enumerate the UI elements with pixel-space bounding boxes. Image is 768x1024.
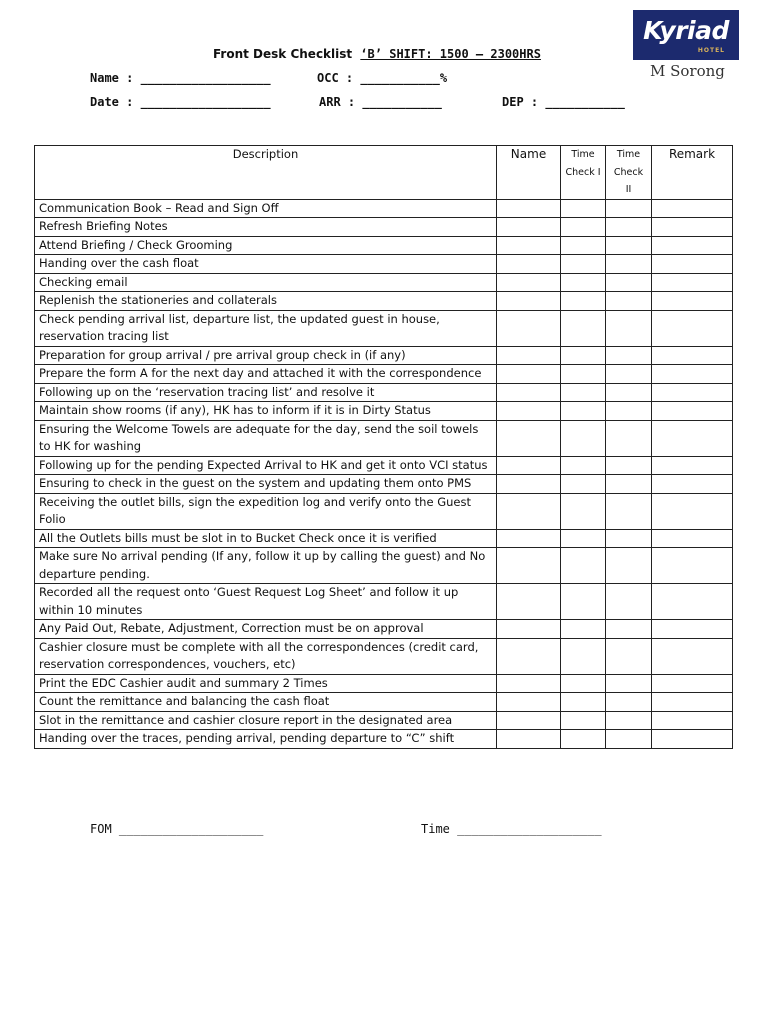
time-check-2-cell[interactable] <box>606 365 652 384</box>
remark-cell[interactable] <box>652 292 733 311</box>
time-check-1-cell[interactable] <box>561 420 606 456</box>
name-cell[interactable] <box>497 475 561 494</box>
time-check-2-cell[interactable] <box>606 456 652 475</box>
time-check-1-cell[interactable] <box>561 548 606 584</box>
row-description: Handing over the traces, pending arrival, pending departure to “C” shift <box>35 730 497 749</box>
table-row <box>35 292 733 311</box>
row-description: Replenish the stationeries and collaterals <box>35 292 497 311</box>
row-description: Print the EDC Cashier audit and summary 2 Times <box>35 674 497 693</box>
kyriad-logo <box>633 10 739 60</box>
time-check-2-cell[interactable] <box>606 255 652 274</box>
time-check-2-cell[interactable] <box>606 199 652 218</box>
remark-cell[interactable] <box>652 711 733 730</box>
name-cell[interactable] <box>497 383 561 402</box>
time-check-1-cell[interactable] <box>561 620 606 639</box>
name-cell[interactable] <box>497 493 561 529</box>
name-cell[interactable] <box>497 199 561 218</box>
time-check-1-cell[interactable] <box>561 218 606 237</box>
time-check-1-cell[interactable] <box>561 493 606 529</box>
row-description: Slot in the remittance and cashier closure report in the designated area <box>35 711 497 730</box>
time-check-2-cell[interactable] <box>606 674 652 693</box>
table-row <box>35 475 733 494</box>
remark-cell[interactable] <box>652 456 733 475</box>
logo-city: M Sorong <box>650 62 725 80</box>
fom-signature-line: FOM ____________________ <box>90 822 264 836</box>
row-description: Maintain show rooms (if any), HK has to inform if it is in Dirty Status <box>35 402 497 421</box>
table-row <box>35 730 733 749</box>
table-row <box>35 548 733 584</box>
occ-field: OCC : ___________% <box>317 71 448 85</box>
remark-cell[interactable] <box>652 674 733 693</box>
table-row <box>35 584 733 620</box>
table-row <box>35 693 733 712</box>
time-check-2-cell[interactable] <box>606 584 652 620</box>
table-row <box>35 674 733 693</box>
row-description: Attend Briefing / Check Grooming <box>35 236 497 255</box>
time-check-1-cell[interactable] <box>561 365 606 384</box>
remark-cell[interactable] <box>652 310 733 346</box>
time-check-1-cell[interactable] <box>561 730 606 749</box>
table-row <box>35 529 733 548</box>
table-row <box>35 420 733 456</box>
remark-cell[interactable] <box>652 199 733 218</box>
remark-cell[interactable] <box>652 638 733 674</box>
name-cell[interactable] <box>497 420 561 456</box>
time-check-2-cell[interactable] <box>606 475 652 494</box>
header-remark: Remark <box>652 146 733 200</box>
checklist-title <box>213 47 541 61</box>
time-check-2-cell[interactable] <box>606 420 652 456</box>
table-row <box>35 493 733 529</box>
remark-cell[interactable] <box>652 346 733 365</box>
remark-cell[interactable] <box>652 383 733 402</box>
name-cell[interactable] <box>497 273 561 292</box>
arr-field: ARR : ___________ <box>319 95 442 109</box>
checklist-table <box>34 145 733 749</box>
remark-cell[interactable] <box>652 548 733 584</box>
row-description: Prepare the form A for the next day and attached it with the correspondence <box>35 365 497 384</box>
time-check-2-cell[interactable] <box>606 548 652 584</box>
table-row <box>35 255 733 274</box>
row-description: Refresh Briefing Notes <box>35 218 497 237</box>
row-description: All the Outlets bills must be slot in to Bucket Check once it is verified <box>35 529 497 548</box>
row-description: Check pending arrival list, departure list, the updated guest in house, reservation tracing list <box>35 310 497 346</box>
name-cell[interactable] <box>497 584 561 620</box>
row-description: Handing over the cash float <box>35 255 497 274</box>
time-check-2-cell[interactable] <box>606 711 652 730</box>
name-cell[interactable] <box>497 674 561 693</box>
name-cell[interactable] <box>497 730 561 749</box>
time-check-1-cell[interactable] <box>561 255 606 274</box>
name-cell[interactable] <box>497 456 561 475</box>
time-check-1-cell[interactable] <box>561 236 606 255</box>
time-check-1-cell[interactable] <box>561 310 606 346</box>
table-row <box>35 346 733 365</box>
row-description: Following up for the pending Expected Arrival to HK and get it onto VCI status <box>35 456 497 475</box>
logo-hotel-text: HOTEL <box>697 47 725 54</box>
remark-cell[interactable] <box>652 402 733 421</box>
time-check-2-cell[interactable] <box>606 529 652 548</box>
row-description: Checking email <box>35 273 497 292</box>
table-row <box>35 383 733 402</box>
row-description: Communication Book – Read and Sign Off <box>35 199 497 218</box>
time-check-1-cell[interactable] <box>561 273 606 292</box>
name-cell[interactable] <box>497 402 561 421</box>
time-check-1-cell[interactable] <box>561 402 606 421</box>
time-check-1-cell[interactable] <box>561 475 606 494</box>
time-check-2-cell[interactable] <box>606 292 652 311</box>
row-description: Following up on the ‘reservation tracing list’ and resolve it <box>35 383 497 402</box>
table-row <box>35 402 733 421</box>
name-cell[interactable] <box>497 529 561 548</box>
remark-cell[interactable] <box>652 620 733 639</box>
remark-cell[interactable] <box>652 730 733 749</box>
remark-cell[interactable] <box>652 475 733 494</box>
header-time-check-2: Time Check II <box>606 146 652 200</box>
time-check-2-cell[interactable] <box>606 273 652 292</box>
time-signature-line: Time ____________________ <box>421 822 602 836</box>
title-prefix: Front Desk Checklist <box>213 47 353 61</box>
row-description: Cashier closure must be complete with all the correspondences (credit card, reservation correspondences, vouchers, etc) <box>35 638 497 674</box>
time-check-2-cell[interactable] <box>606 218 652 237</box>
name-cell[interactable] <box>497 292 561 311</box>
row-description: Any Paid Out, Rebate, Adjustment, Correction must be on approval <box>35 620 497 639</box>
remark-cell[interactable] <box>652 218 733 237</box>
table-row <box>35 236 733 255</box>
name-cell[interactable] <box>497 638 561 674</box>
time-check-2-cell[interactable] <box>606 402 652 421</box>
time-check-1-cell[interactable] <box>561 584 606 620</box>
table-row <box>35 273 733 292</box>
time-check-2-cell[interactable] <box>606 236 652 255</box>
table-row <box>35 199 733 218</box>
name-field: Name : __________________ <box>90 71 271 85</box>
remark-cell[interactable] <box>652 365 733 384</box>
remark-cell[interactable] <box>652 584 733 620</box>
table-row <box>35 711 733 730</box>
name-cell[interactable] <box>497 548 561 584</box>
time-check-2-cell[interactable] <box>606 493 652 529</box>
time-check-1-cell[interactable] <box>561 693 606 712</box>
name-cell[interactable] <box>497 693 561 712</box>
row-description: Make sure No arrival pending (If any, follow it up by calling the guest) and No departure pending. <box>35 548 497 584</box>
row-description: Ensuring the Welcome Towels are adequate for the day, send the soil towels to HK for washing <box>35 420 497 456</box>
name-cell[interactable] <box>497 255 561 274</box>
time-check-2-cell[interactable] <box>606 638 652 674</box>
remark-cell[interactable] <box>652 693 733 712</box>
row-description: Recorded all the request onto ‘Guest Request Log Sheet’ and follow it up within 10 minutes <box>35 584 497 620</box>
time-check-2-cell[interactable] <box>606 310 652 346</box>
remark-cell[interactable] <box>652 420 733 456</box>
time-check-1-cell[interactable] <box>561 674 606 693</box>
time-check-2-cell[interactable] <box>606 730 652 749</box>
time-check-1-cell[interactable] <box>561 456 606 475</box>
row-description: Receiving the outlet bills, sign the expedition log and verify onto the Guest Folio <box>35 493 497 529</box>
table-row <box>35 218 733 237</box>
table-row <box>35 310 733 346</box>
table-row <box>35 456 733 475</box>
name-cell[interactable] <box>497 365 561 384</box>
name-cell[interactable] <box>497 218 561 237</box>
table-row <box>35 638 733 674</box>
name-cell[interactable] <box>497 310 561 346</box>
name-cell[interactable] <box>497 236 561 255</box>
time-check-1-cell[interactable] <box>561 346 606 365</box>
remark-cell[interactable] <box>652 273 733 292</box>
header-name: Name <box>497 146 561 200</box>
row-description: Count the remittance and balancing the cash float <box>35 693 497 712</box>
time-check-2-cell[interactable] <box>606 620 652 639</box>
time-check-2-cell[interactable] <box>606 383 652 402</box>
name-cell[interactable] <box>497 346 561 365</box>
remark-cell[interactable] <box>652 529 733 548</box>
time-check-1-cell[interactable] <box>561 383 606 402</box>
time-check-2-cell[interactable] <box>606 693 652 712</box>
header-description: Description <box>35 146 497 200</box>
time-check-1-cell[interactable] <box>561 711 606 730</box>
name-cell[interactable] <box>497 620 561 639</box>
row-description: Ensuring to check in the guest on the system and updating them onto PMS <box>35 475 497 494</box>
header-time-check-1: Time Check I <box>561 146 606 200</box>
time-check-1-cell[interactable] <box>561 529 606 548</box>
time-check-2-cell[interactable] <box>606 346 652 365</box>
time-check-1-cell[interactable] <box>561 199 606 218</box>
remark-cell[interactable] <box>652 236 733 255</box>
date-field: Date : __________________ <box>90 95 271 109</box>
dep-field: DEP : ___________ <box>502 95 625 109</box>
remark-cell[interactable] <box>652 255 733 274</box>
table-row <box>35 620 733 639</box>
time-check-1-cell[interactable] <box>561 292 606 311</box>
title-shift: ‘B’ SHIFT: 1500 – 2300HRS <box>360 47 541 61</box>
time-check-1-cell[interactable] <box>561 638 606 674</box>
row-description: Preparation for group arrival / pre arrival group check in (if any) <box>35 346 497 365</box>
logo-brand: Kyriad <box>643 16 729 45</box>
name-cell[interactable] <box>497 711 561 730</box>
checklist-rows <box>35 199 733 748</box>
remark-cell[interactable] <box>652 493 733 529</box>
table-row <box>35 365 733 384</box>
